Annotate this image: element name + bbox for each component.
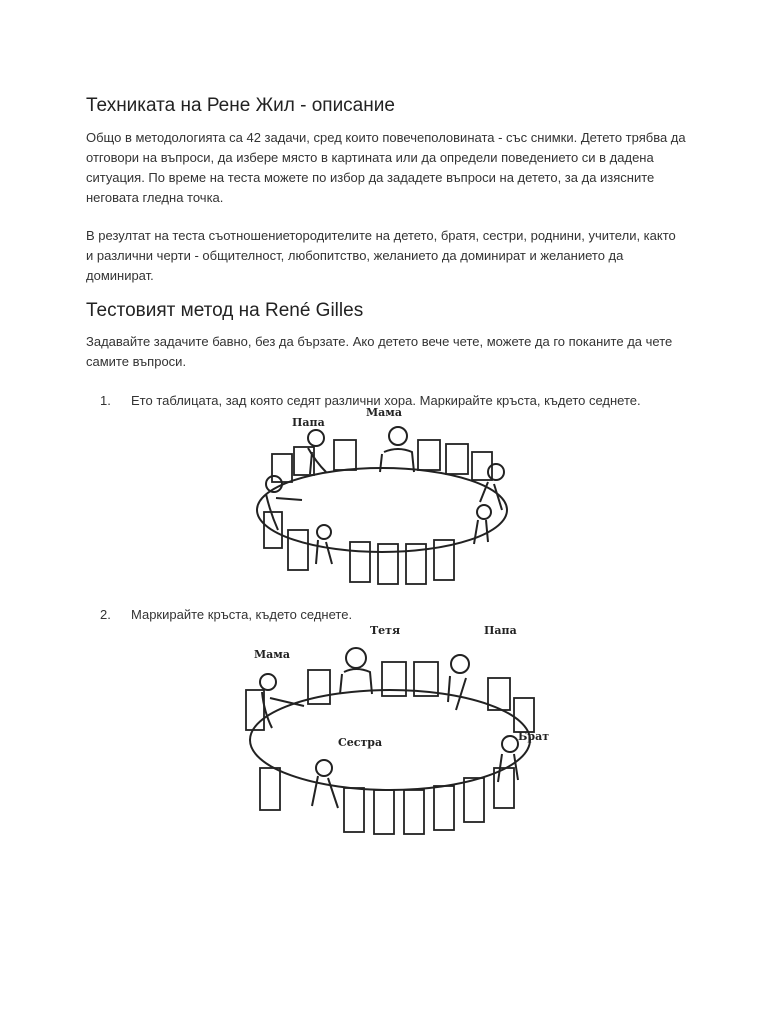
paragraph-results: В резултат на теста съотношениетородителите на детето, братя, сестри, роднини, учители, както и различни черти - общителност, любопитство, желанието да доминират и желанието да доминират. bbox=[86, 228, 676, 283]
label-sestra: Сестра bbox=[338, 736, 383, 749]
label-mama: Мама bbox=[254, 648, 290, 661]
label-brat: Брат bbox=[518, 730, 550, 743]
paragraph-intro: Общо в методологията са 42 задачи, сред които повечеполовината - със снимки. Детето трябва да отговори на въпроси, да избере място в картината или да определи поведението си в дадена ситуация. По време на теста можете по избор да зададете въпроси на детето, за да изясните неговата гледна точка. bbox=[86, 130, 686, 205]
label-papa: Папа bbox=[484, 624, 517, 637]
table-illustration-1 bbox=[232, 402, 532, 598]
label-tetya: Тетя bbox=[370, 624, 401, 637]
label-mama: Мама bbox=[366, 406, 402, 419]
paragraph-instructions: Задавайте задачите бавно, без да бързате. Ако детето вече чете, можете да го поканите да чете самите въпроси. bbox=[86, 334, 673, 369]
section-heading-method: Тестовият метод на René Gilles bbox=[86, 300, 364, 321]
table-illustration-2 bbox=[218, 618, 552, 844]
label-papa: Папа bbox=[292, 416, 325, 429]
list-item-text: Ето таблицата, зад която седят различни хора. Маркирайте кръста, където седнете. bbox=[131, 393, 641, 408]
list-item-text: Маркирайте кръста, където седнете. bbox=[131, 607, 353, 622]
list-item-number: 1. bbox=[100, 393, 111, 408]
list-item-number: 2. bbox=[100, 607, 111, 622]
section-heading-description: Техниката на Рене Жил - описание bbox=[86, 95, 395, 116]
